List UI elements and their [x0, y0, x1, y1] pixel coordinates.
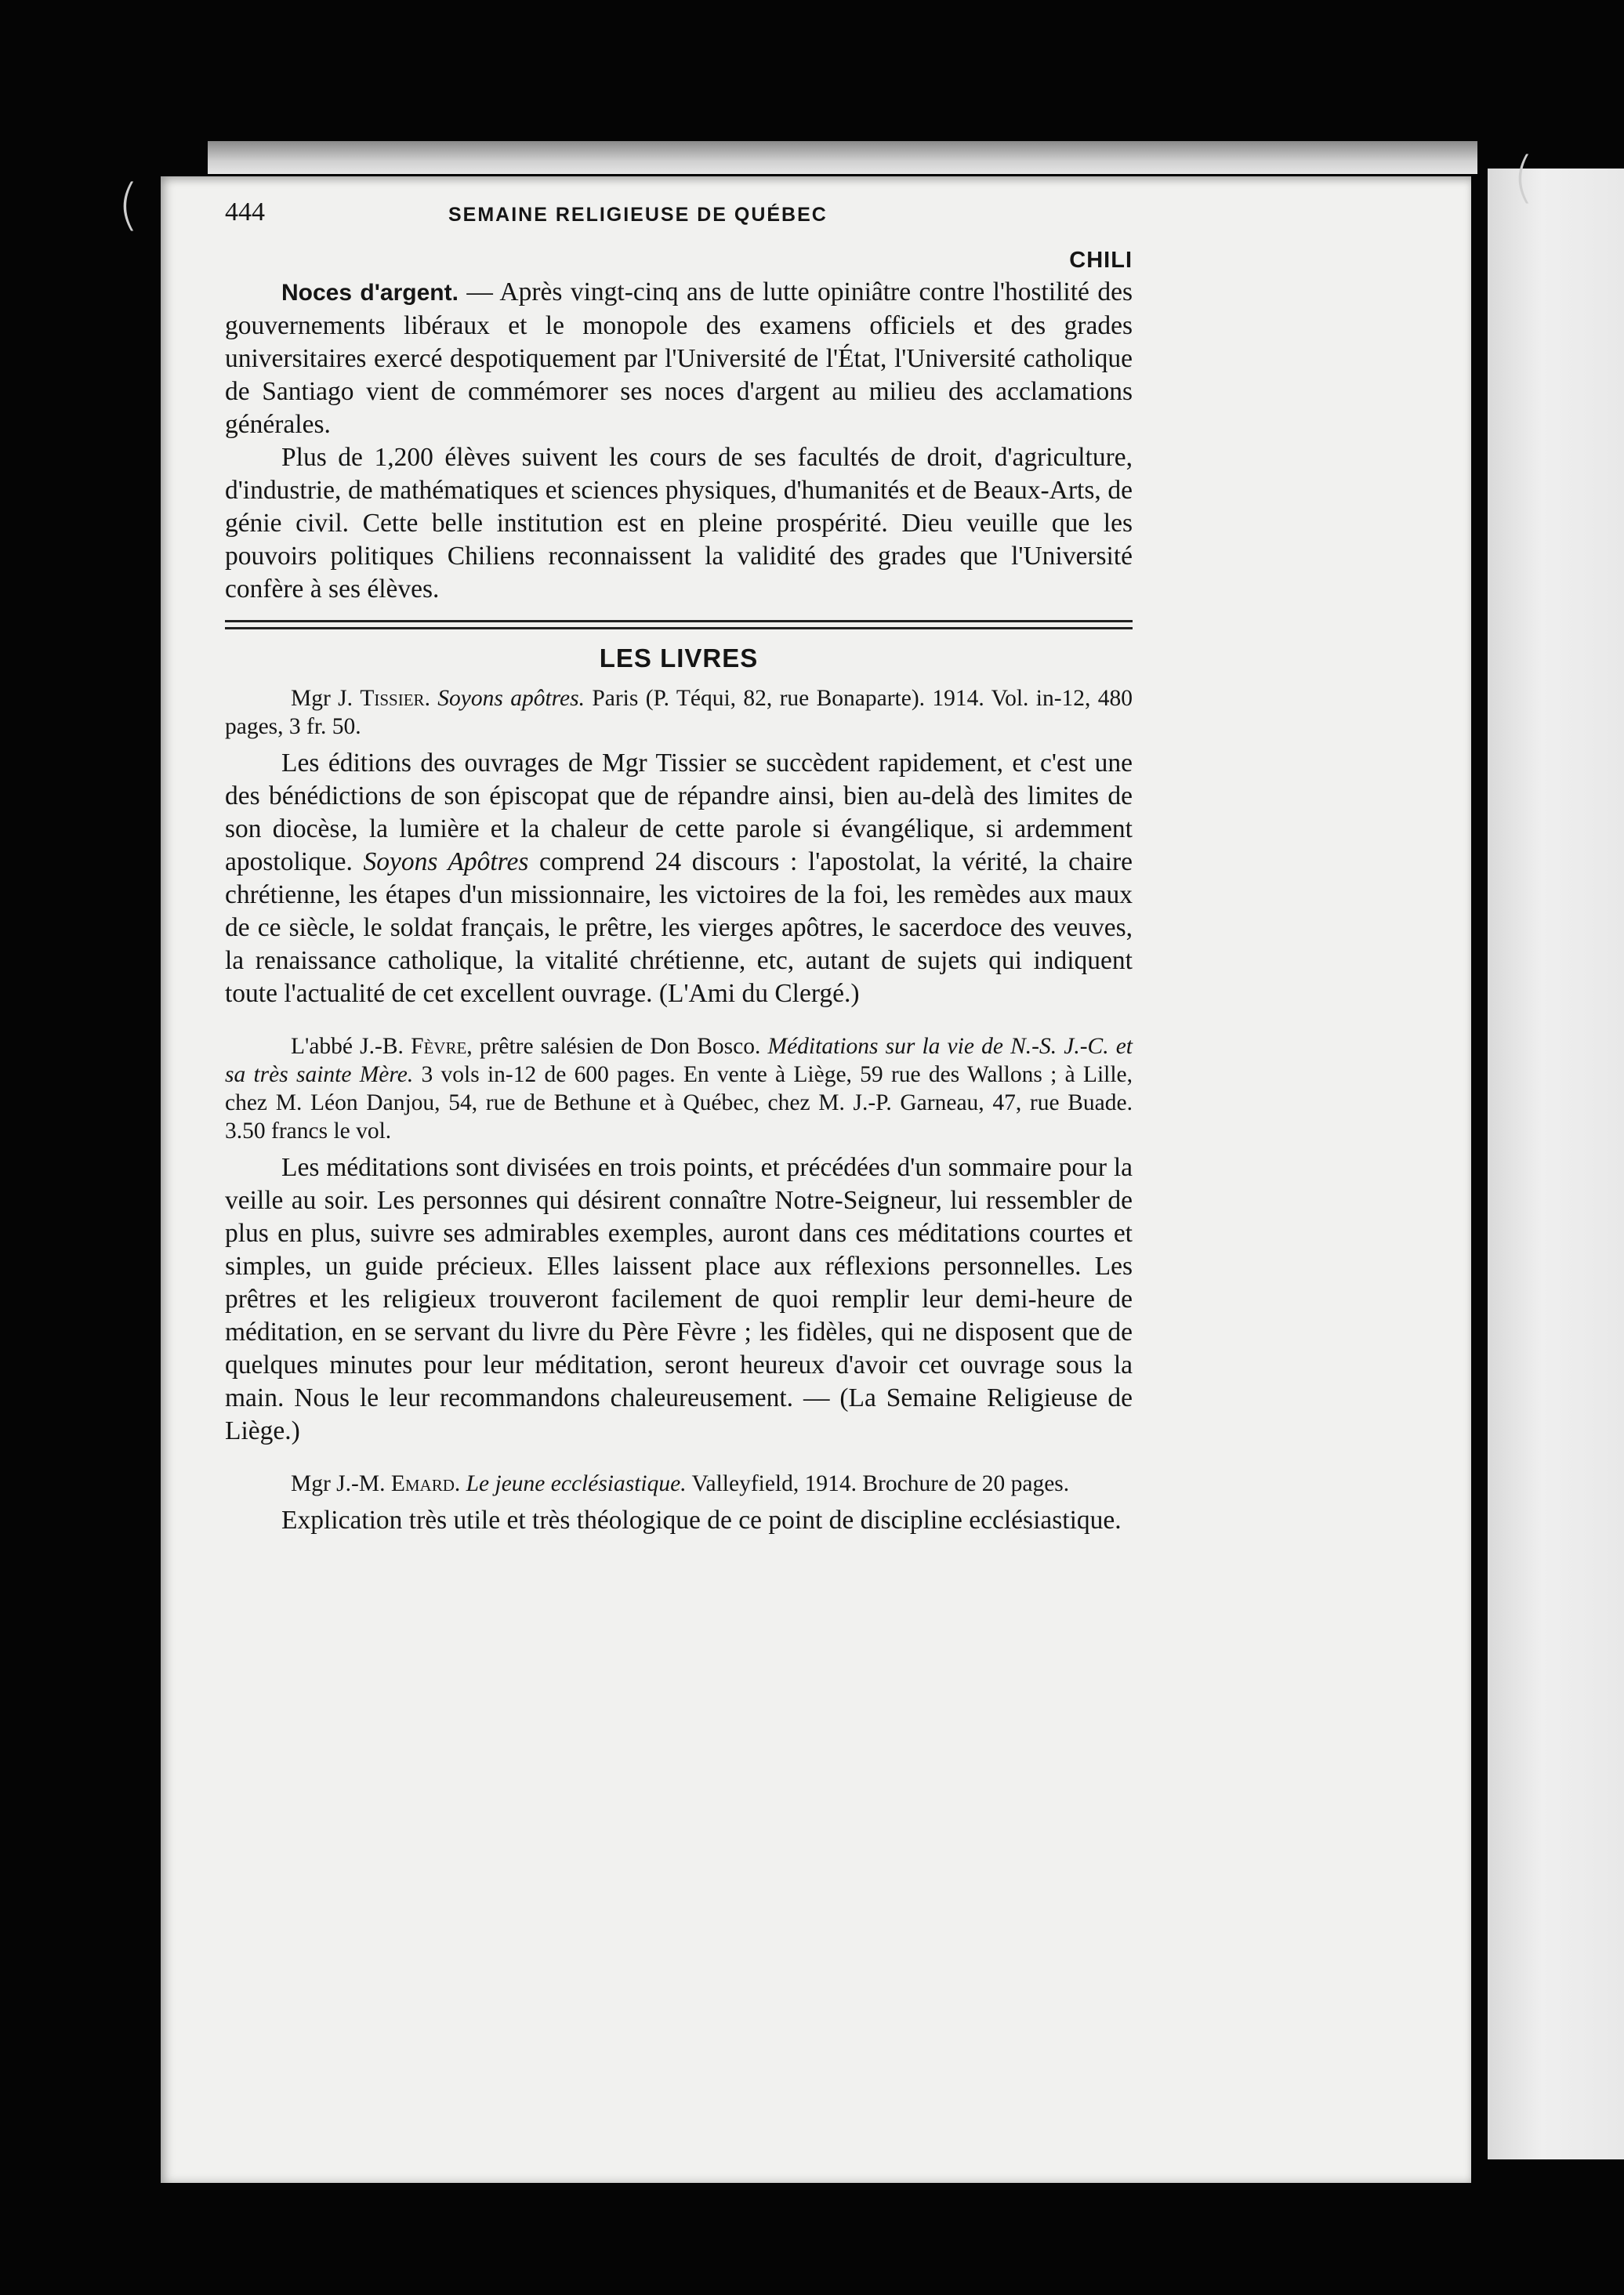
page-header	[225, 196, 1133, 243]
page-number: 444	[225, 198, 265, 227]
section-heading-livres: LES LIVRES	[599, 644, 759, 673]
book-details: Paris (P. Téqui, 82, rue Bonaparte). 1914. Vol. in-12, 480 pages, 3 fr. 50.	[225, 686, 1133, 739]
chili-paragraph-1	[225, 276, 1133, 441]
paragraph-text: — Après vingt-cinq ans de lutte opiniâtre contre l'hostilité des gouvernements libéraux et le monopole des examens officiels et des grades universitaires exercé despotiquement par l'Université de l'État, l'Université catholique de Santiago vient de commémorer ses noces d'argent au milieu des acclamations générales.	[225, 277, 1133, 439]
scan-top-edge	[208, 141, 1477, 174]
review-paragraph-3: Explication très utile et très théologique de ce point de discipline ecclésiastique.	[281, 1506, 1122, 1535]
chili-paragraph-2: Plus de 1,200 élèves suivent les cours de ses facultés de droit, d'agriculture, d'industrie, de mathématiques et sciences physiques, d'humanités et de Beaux-Arts, de génie civil. Cette belle institution est en pleine prospérité. Dieu veuille que les pouvoirs politiques Chiliens reconnaissent la validité des grades que l'Université confère à ses élèves.	[225, 443, 1133, 604]
scan-mark: (	[118, 172, 140, 237]
scan-mark: (	[1513, 145, 1535, 209]
bibliography-entry-2	[225, 1032, 1133, 1145]
book-details: 3 vols in-12 de 600 pages. En vente à Liège, 59 rue des Wallons ; à Lille, chez M. Léon Danjou, 54, rue de Bethune et à Québec, chez M. J.-P. Garneau, 47, rue Buade. 3.50 francs le vol.	[225, 1062, 1133, 1144]
running-title: SEMAINE RELIGIEUSE DE QUÉBEC	[448, 204, 828, 226]
page-text	[225, 196, 1133, 1537]
book-details: Valleyfield, 1914. Brochure de 20 pages.	[686, 1471, 1070, 1496]
author-prefix: Mgr J.-M.	[291, 1471, 391, 1496]
paragraph-lead: Noces d'argent.	[281, 280, 459, 306]
bibliography-entry-3: Mgr J.-M. Emard. Le jeune ecclésiastique. Valleyfield, 1914. Brochure de 20 pages.	[291, 1471, 1070, 1496]
book-title: Méditations sur la vie de N.-S. J.-C. et sa très sainte Mère.	[225, 1034, 1133, 1087]
author-name: Fèvre	[411, 1034, 467, 1059]
adjacent-page-edge	[1488, 169, 1624, 2159]
double-rule-divider	[225, 620, 1133, 629]
review-text: comprend 24 discours : l'apostolat, la vérité, la chaire chrétienne, les étapes d'un missionnaire, les victoires de la foi, les remèdes aux maux de ce siècle, le soldat français, le prêtre, les vierges apôtres, le sacerdoce des veuves, la renaissance catholique, la vitalité chrétienne, etc, autant de sujets qui indiquent toute l'actualité de cet excellent ouvrage. (L'Ami du Clergé.)	[225, 847, 1133, 1008]
author-prefix: Mgr J.	[291, 686, 361, 711]
review-title-italic: Soyons Apôtres	[363, 847, 529, 876]
book-title: Le jeune ecclésiastique.	[466, 1471, 687, 1496]
author-suffix: , prêtre salésien de Don Bosco.	[466, 1034, 768, 1059]
review-paragraph-2: Les méditations sont divisées en trois points, et précédées d'un sommaire pour la veille au soir. Les personnes qui désirent connaître Notre-Seigneur, lui ressembler de plus en plus, suivre ses admirables exemples, auront dans ces méditations courtes et simples, un guide précieux. Elles laissent place aux réflexions personnelles. Les prêtres et les religieux trouveront facilement de quoi remplir leur demi-heure de méditation, en se servant du livre du Père Fèvre ; les fidèles, qui ne disposent que de quelques minutes pour leur méditation, seront heureux d'avoir cet ouvrage sous la main. Nous le leur recommandons chaleureusement. — (La Semaine Religieuse de Liège.)	[225, 1153, 1133, 1445]
author-name: Tissier	[360, 686, 425, 711]
review-paragraph-1	[225, 747, 1133, 1010]
author-name: Emard	[390, 1471, 455, 1496]
section-heading-chili: CHILI	[1069, 248, 1133, 273]
author-prefix: L'abbé J.-B.	[291, 1034, 411, 1059]
book-title: Soyons apôtres.	[437, 686, 585, 711]
bibliography-entry-1: Mgr J. Tissier. Soyons apôtres. Paris (P. Téqui, 82, rue Bonaparte). 1914. Vol. in-12, 480 pages, 3 fr. 50.	[225, 686, 1133, 739]
review-text: Les éditions des ouvrages de Mgr Tissier se succèdent rapidement, et c'est une des bénédictions de son épiscopat que de répandre ainsi, bien au-delà des limites de son diocèse, la lumière et la chaleur de cette parole si évangélique, si ardemment apostolique.	[225, 749, 1133, 876]
